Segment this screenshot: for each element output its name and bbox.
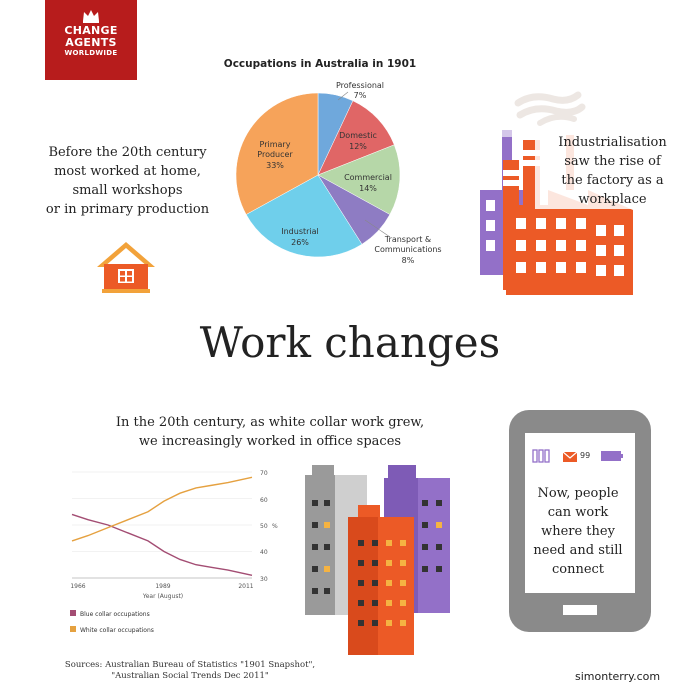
pie-label-commercial-pct: 14% [359,184,377,193]
legend-blue-collar: Blue collar occupations [80,611,150,618]
pie-label-industrial: Industrial [281,227,319,236]
site-url: simonterry.com [575,670,661,683]
pie-chart-title: Occupations in Australia in 1901 [223,58,417,70]
legend-swatch-blue-collar [70,610,76,616]
mid-text-line-2: we increasingly worked in office spaces [138,434,402,449]
pie-label-domestic: Domestic [339,131,377,140]
pre-20th-century-text [30,143,225,219]
logo-line-1: CHANGE [64,24,118,37]
logo-line-3: WORLDWIDE [64,49,118,57]
pie-label-commercial: Commercial [344,173,392,182]
crown-icon [82,9,100,23]
right-text-line-4: workplace [578,192,647,207]
right-text-line-3: the factory as a [561,173,664,188]
house-icon [95,240,157,295]
right-text-line-1: Industrialisation [558,135,667,150]
pie-label-transport-pct: 8% [401,256,415,265]
sources-line-2: "Australian Social Trends Dec 2011" [111,671,269,681]
y-unit: % [272,523,278,530]
y-tick-40: 40 [260,549,268,556]
brand-logo [45,0,137,80]
pie-label-domestic-pct: 12% [349,142,367,151]
left-text-line-3: small workshops [72,183,183,198]
phone-text-line-3: where they [541,524,615,539]
pie-chart [220,80,450,270]
message-count: 99 [580,451,591,460]
mid-text-line-1: In the 20th century, as white collar work grew, [115,415,425,430]
right-text-line-2: saw the rise of [564,154,661,169]
left-text-line-2: most worked at home, [54,164,201,179]
pie-label-professional: Professional [335,81,385,90]
y-tick-50: 50 [260,523,268,530]
x-tick-1966: 1966 [70,583,86,590]
pie-label-primary-pct: 33% [266,161,284,170]
pie-label-professional-pct: 7% [353,91,367,100]
white-collar-text [60,413,480,451]
sources-text [40,660,340,682]
legend-swatch-white-collar [70,626,76,632]
phone-text-line-4: need and still [533,543,623,558]
legend-white-collar: White collar occupations [80,627,154,634]
office-buildings-icon [300,460,460,660]
occupations-line-chart [60,460,290,645]
x-tick-1989: 1989 [155,583,171,590]
left-text-line-1: Before the 20th century [48,145,207,160]
sources-line-1: Sources: Australian Bureau of Statistics "1901 Snapshot", [64,660,316,670]
y-tick-30: 30 [260,576,268,583]
y-tick-70: 70 [260,470,268,477]
pie-label-industrial-pct: 26% [291,238,309,247]
phone-text [528,484,628,579]
logo-line-2: AGENTS [65,36,117,49]
phone-text-line-1: Now, people [537,486,619,501]
pie-label-primary-2: Producer [257,150,293,159]
x-axis-label: Year (August) [142,593,184,600]
left-text-line-4: or in primary production [45,202,210,217]
main-title: Work changes [199,318,501,367]
phone-text-line-5: connect [551,562,605,577]
pie-label-transport-2: Communications [374,245,442,254]
pie-label-transport-1: Transport & [384,235,432,244]
x-tick-2011: 2011 [238,583,254,590]
industrialisation-text [535,133,690,209]
phone-text-line-2: can work [547,505,609,520]
pie-label-primary-1: Primary [259,140,291,149]
y-tick-60: 60 [260,497,268,504]
